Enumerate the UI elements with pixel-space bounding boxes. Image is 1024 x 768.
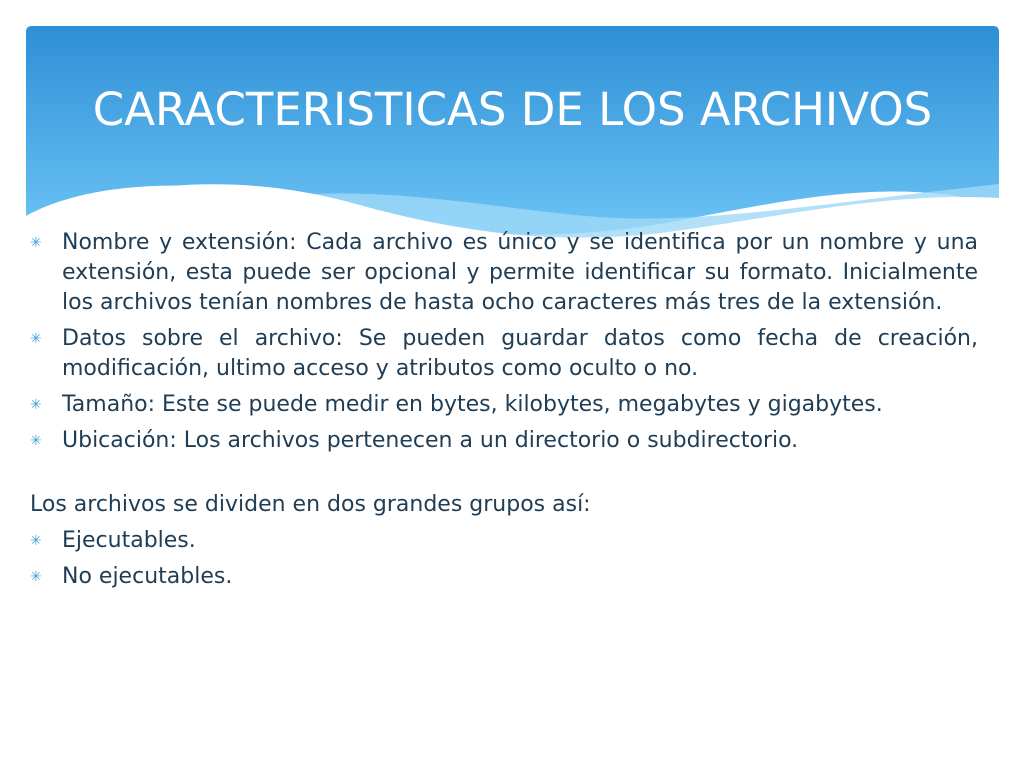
asterisk-icon: ✳ <box>30 331 42 347</box>
slide-title: CARACTERISTICAS DE LOS ARCHIVOS <box>92 83 933 136</box>
groups-paragraph: Los archivos se dividen en dos grandes grupos así: <box>30 492 591 517</box>
asterisk-icon: ✳ <box>30 235 42 251</box>
list-item <box>30 562 978 592</box>
list-item <box>30 426 978 456</box>
asterisk-icon: ✳ <box>30 397 42 413</box>
asterisk-icon: ✳ <box>30 533 42 549</box>
list-item-text: No ejecutables. <box>62 564 233 589</box>
asterisk-icon: ✳ <box>30 569 42 585</box>
list-item-text: Datos sobre el archivo: Se pueden guardar datos como fecha de creación, modificación, ultimo acceso y atributos como oculto o no. <box>62 326 978 381</box>
groups-list <box>30 526 978 592</box>
slide-body <box>30 228 978 598</box>
list-item <box>30 526 978 556</box>
list-item <box>30 390 978 420</box>
list-item-text: Ejecutables. <box>62 528 196 553</box>
list-item <box>30 324 978 384</box>
list-item-text: Nombre y extensión: Cada archivo es único y se identifica por un nombre y una extensión, esta puede ser opcional y permite identificar su formato. Inicialmente los archivos tenían nombres de hasta ocho caracteres más tres de la extensión. <box>62 230 978 315</box>
bullet-list <box>30 228 978 456</box>
asterisk-icon: ✳ <box>30 433 42 449</box>
list-item-text: Tamaño: Este se puede medir en bytes, kilobytes, megabytes y gigabytes. <box>62 392 883 417</box>
list-item <box>30 228 978 318</box>
list-item-text: Ubicación: Los archivos pertenecen a un directorio o subdirectorio. <box>62 428 799 453</box>
